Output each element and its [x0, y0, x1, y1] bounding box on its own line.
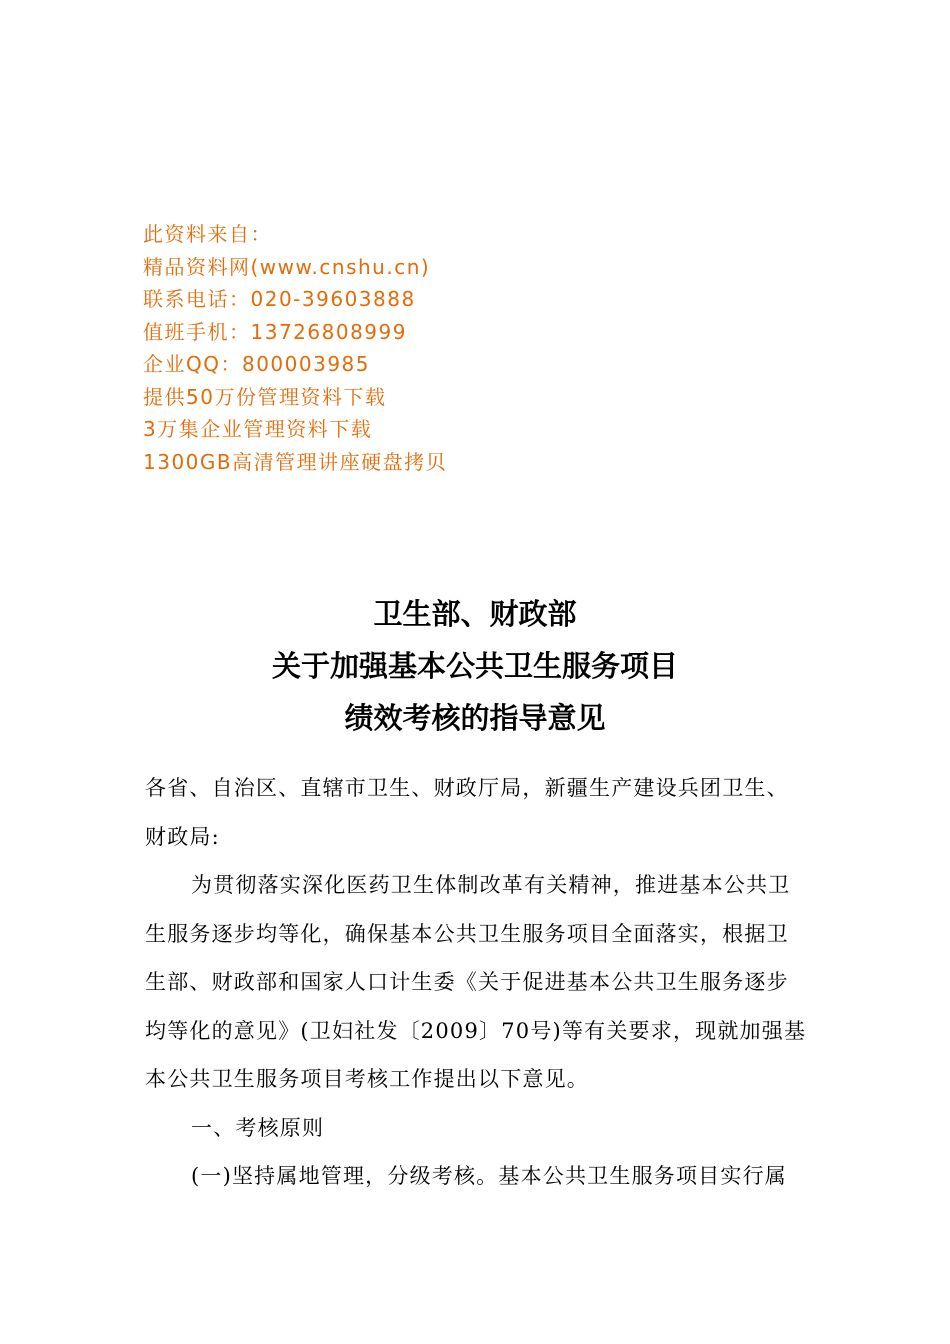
source-offer-line: 提供50万份管理资料下载 [143, 384, 387, 409]
body-line: 生部、财政部和国家人口计生委《关于促进基本公共卫生服务逐步 [145, 970, 789, 994]
document-title [0, 588, 950, 744]
source-phone-line: 联系电话：020-39603888 [143, 287, 416, 311]
title-line: 绩效考核的指导意见 [344, 701, 606, 735]
section-heading: 一、考核原则 [191, 1115, 325, 1140]
body-line: 生服务逐步均等化，确保基本公共卫生服务项目全面落实，根据卫 [145, 921, 789, 946]
source-info-block [143, 218, 743, 478]
title-line: 关于加强基本公共卫生服务项目 [271, 649, 678, 683]
body-line: 为贯彻落实深化医药卫生体制改革有关精神，推进基本公共卫 [191, 873, 791, 897]
document-body [145, 764, 807, 1201]
body-line: 本公共卫生服务项目考核工作提出以下意见。 [145, 1067, 589, 1091]
source-offer-line: 3万集企业管理资料下载 [143, 417, 373, 441]
source-mobile-line: 值班手机：13726808999 [143, 319, 407, 344]
source-qq-line: 企业QQ：800003985 [143, 352, 371, 376]
source-offer-line: 1300GB高清管理讲座硬盘拷贝 [143, 449, 448, 474]
body-line: 均等化的意见》(卫妇社发〔2009〕70号)等有关要求，现就加强基 [145, 1018, 807, 1043]
title-line: 卫生部、财政部 [373, 597, 577, 631]
body-line: (一)坚持属地管理，分级考核。基本公共卫生服务项目实行属 [191, 1164, 787, 1188]
source-website-line: 精品资料网(www.cnshu.cn) [143, 254, 431, 279]
body-line: 各省、自治区、直辖市卫生、财政厅局，新疆生产建设兵团卫生、 [145, 776, 789, 800]
body-line: 财政局: [145, 824, 220, 849]
source-line: 此资料来自： [143, 222, 272, 246]
